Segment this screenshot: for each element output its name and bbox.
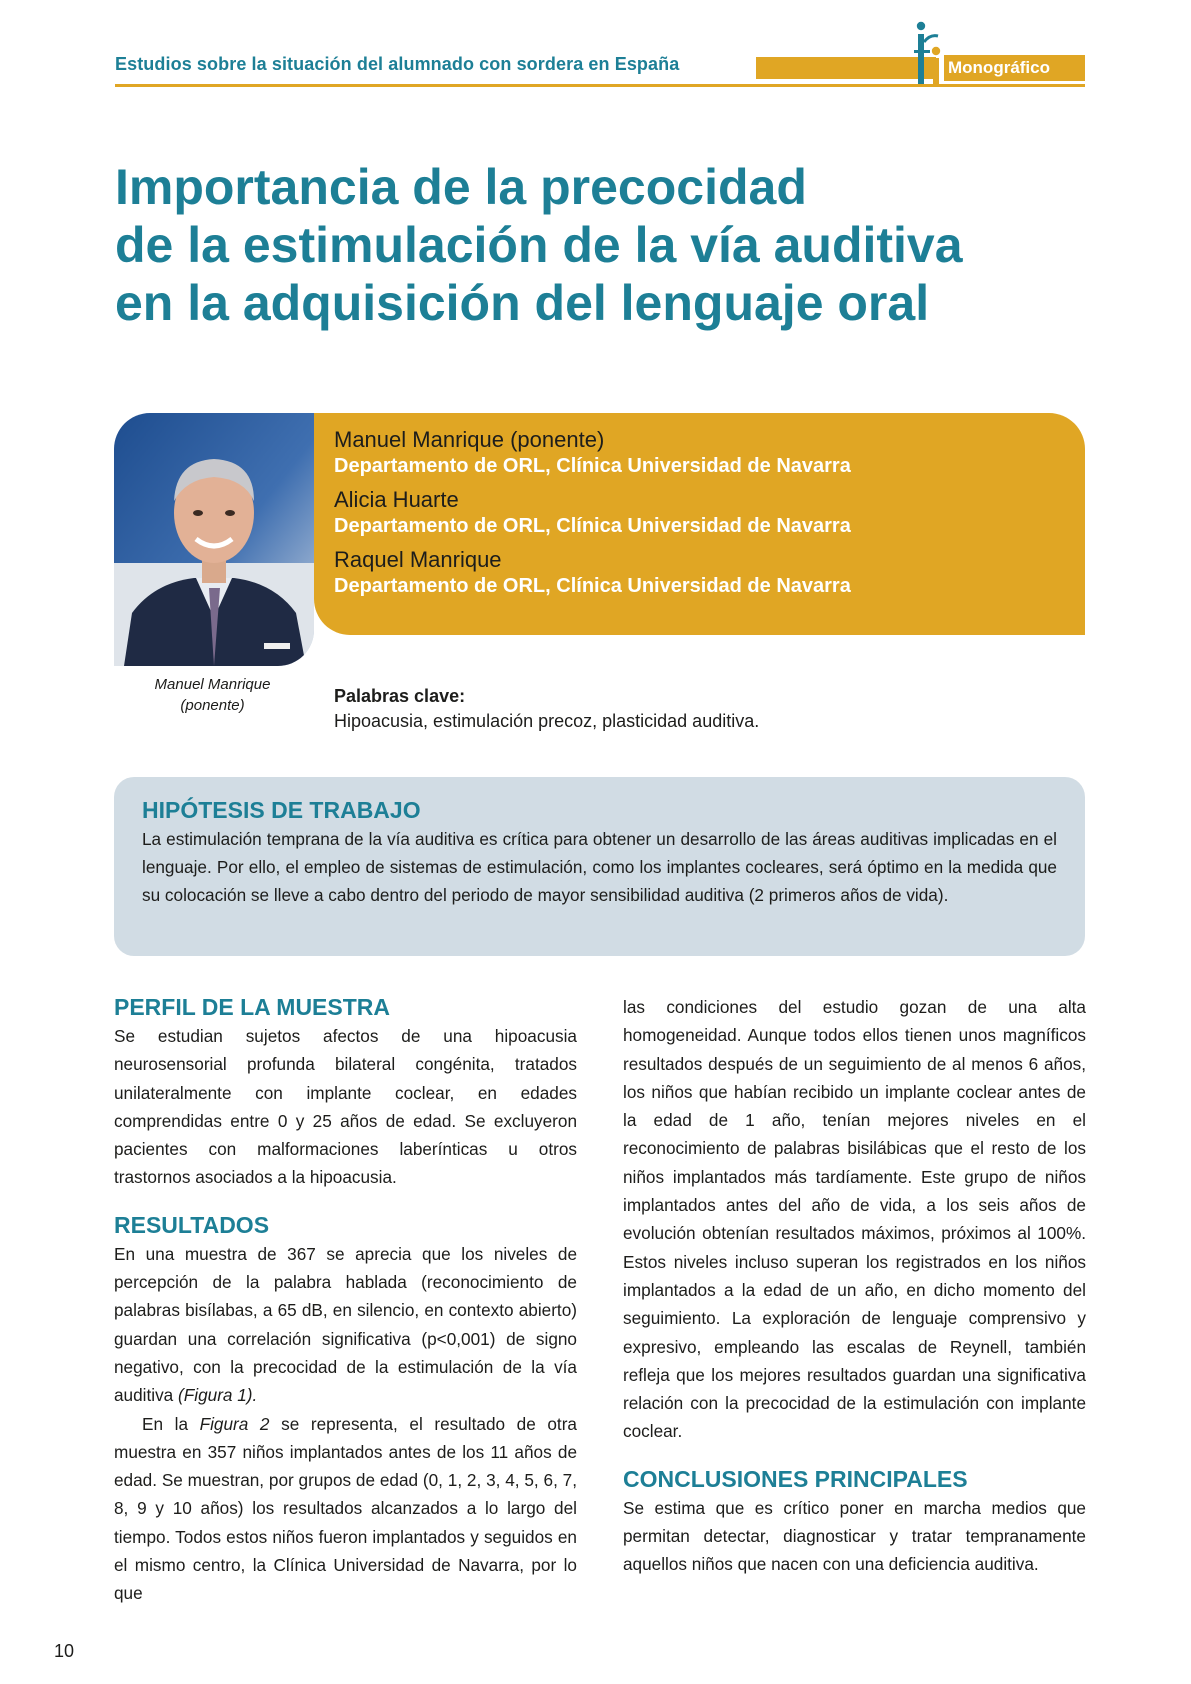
series-title: Estudios sobre la situación del alumnado con sordera en España (115, 54, 680, 74)
sample-title: PERFIL DE LA MUESTRA (114, 994, 391, 1020)
left-column (114, 992, 577, 1608)
results-paragraph-2 (114, 1410, 577, 1608)
author-affiliation: Departamento de ORL, Clínica Universidad de Navarra (334, 455, 851, 477)
author-affiliation: Departamento de ORL, Clínica Universidad de Navarra (334, 515, 851, 537)
header-accent-bar (756, 57, 936, 79)
right-column (623, 993, 1086, 1579)
figure-2-reference: Figura 2 (199, 1413, 270, 1434)
results-paragraph-1 (114, 1240, 577, 1410)
author-entry (334, 426, 1065, 479)
keywords-label: Palabras clave: (334, 686, 466, 706)
photo-caption-role: (ponente) (180, 697, 245, 714)
title-line-3: en la adquisición del lenguaje oral (115, 275, 930, 331)
conclusions-title: CONCLUSIONES PRINCIPALES (623, 1465, 968, 1492)
author-photo (114, 413, 314, 666)
author-name: Raquel Manrique (334, 547, 502, 572)
page-number: 10 (54, 1641, 75, 1661)
section-badge: Monográfico (944, 55, 1085, 81)
title-line-2: de la estimulación de la vía auditiva (115, 217, 963, 273)
header-rule (115, 84, 1085, 87)
photo-caption (140, 674, 285, 716)
author-name: Alicia Huarte (334, 487, 459, 512)
results-p2-text: se representa, el resultado de otra muestra en 357 niños implantados antes de los 11 años de edad. Se muestran, por grupos de edad (0, 1, 2, 3, 4, 5, 6, 7, 8, 9 y 10 años) los resultados alcanzados a lo largo del tiempo. Todos estos niños fueron implantados y seguidos en el mismo centro, la Clínica Universidad de Navarra, por lo que (114, 1413, 577, 1604)
author-entry (334, 486, 1065, 539)
figure-1-reference: (Figura 1). (178, 1385, 258, 1406)
results-p1-text: En una muestra de 367 se aprecia que los niveles de percepción de la palabra hablada (reconocimiento de palabras bisílabas, a 65 dB, en silencio, en contexto abierto) guardan una correlación significativa (p<0,001) de signo negativo, con la precocidad de la estimulación de la vía auditiva (114, 1243, 577, 1406)
hypothesis-box (114, 777, 1085, 956)
keywords-text: Hipoacusia, estimulación precoz, plasticidad auditiva. (334, 711, 760, 731)
author-affiliation: Departamento de ORL, Clínica Universidad de Navarra (334, 575, 851, 597)
sample-text: Se estudian sujetos afectos de una hipoacusia neurosensorial profunda bilateral congénita, tratados unilateralmente con implante coclear, en edades comprendidas entre 0 y 25 años de edad. Se excluyeron pacientes con malformaciones laberínticas u otros trastornos asociados a la hipoacusia. (114, 1026, 577, 1188)
photo-caption-name: Manuel Manrique (154, 676, 271, 693)
results-p2-lead: En la (142, 1413, 188, 1434)
results-continued-text: las condiciones del estudio gozan de una alta homogeneidad. Aunque todos ellos tienen unos magníficos resultados después de un seguimiento de al menos 6 años, los niños que habían recibido un implante coclear antes de la edad de 1 año, tenían mejores niveles en el reconocimiento de palabras bisilábicas que el resto de los niños implantados más tardíamente. Este grupo de niños implantados antes del año de vida, a los seis años de evolución obtenían resultados máximos, próximos al 100%. Estos niveles incluso superan los registrados en los niños implantados a la edad de un año, en dicho momento del seguimiento. La exploración de lenguaje comprensivo y expresivo, empleando las escalas de Reynell, también refleja que los mejores resultados guardan una significativa relación con la precocidad de la estimulación con implante coclear. (623, 997, 1086, 1442)
author-portrait-icon (114, 413, 314, 666)
hypothesis-title: HIPÓTESIS DE TRABAJO (142, 797, 421, 823)
hypothesis-text: La estimulación temprana de la vía auditiva es crítica para obtener un desarrollo de las áreas auditivas implicadas en el lenguaje. Por ello, el empleo de sistemas de estimulación, como los implantes cocleares, será óptimo en la medida que su colocación se lleve a cabo dentro del periodo de mayor sensibilidad auditiva (2 primeros años de vida). (142, 829, 1057, 905)
title-line-1: Importancia de la precocidad (115, 159, 807, 215)
page-title (115, 158, 1075, 332)
results-title: RESULTADOS (114, 1211, 270, 1238)
author-entry (334, 546, 1065, 599)
fiapas-logo-icon (912, 20, 946, 84)
authors-panel (314, 413, 1085, 635)
conclusions-text: Se estima que es crítico poner en marcha medios que permitan detectar, diagnosticar y tratar tempranamente aquellos niños que nacen con una deficiencia auditiva. (623, 1497, 1086, 1575)
author-name: Manuel Manrique (ponente) (334, 427, 605, 452)
